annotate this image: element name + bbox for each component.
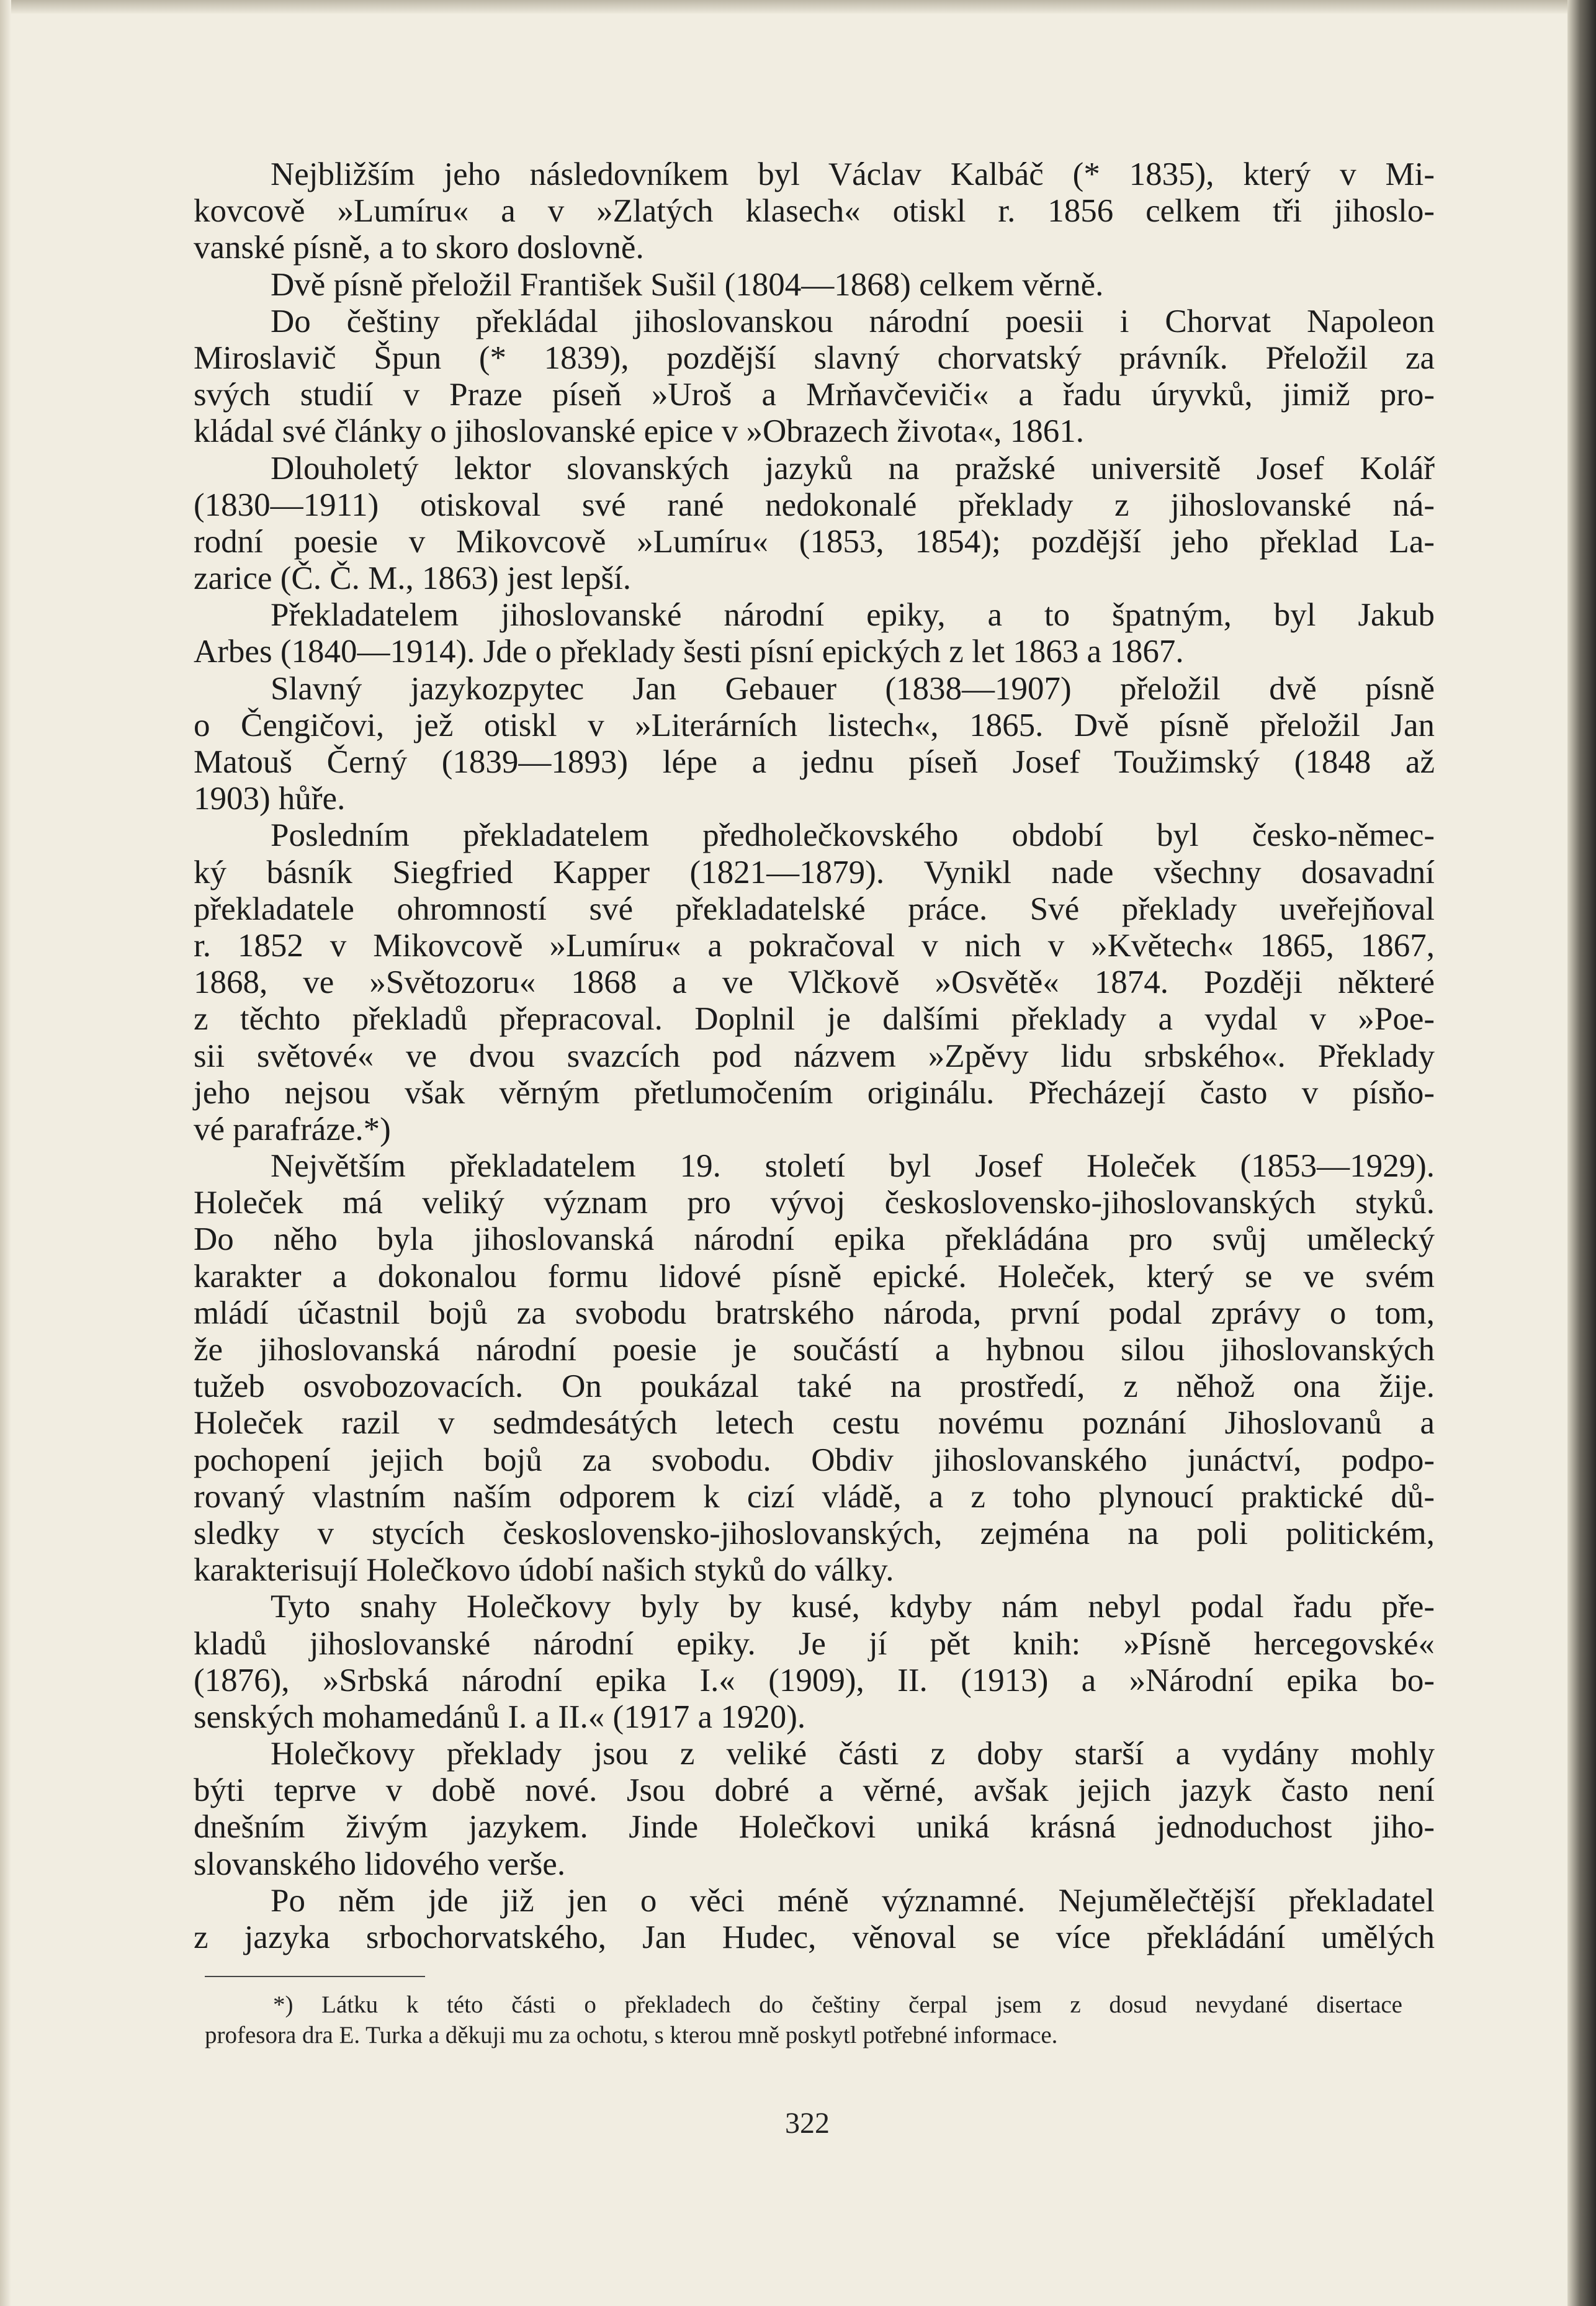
text-line: z jazyka srbochorvatského, Jan Hudec, věnoval se více překládání umělých — [194, 1919, 1435, 1955]
footnote — [205, 1990, 1402, 2050]
text-line: sledky v stycích československo-jihoslovanských, zejména na poli politickém, — [194, 1515, 1435, 1551]
text-line: karakterisují Holečkovo údobí našich styků do války. — [194, 1552, 894, 1589]
text-line: Arbes (1840—1914). Jde o překlady šesti písní epických z let 1863 a 1867. — [194, 634, 1184, 670]
text-line: Holeček má veliký význam pro vývoj československo-jihoslovanských styků. — [194, 1185, 1435, 1221]
text-line: vé parafráze.*) — [194, 1111, 391, 1147]
text-line: Do něho byla jihoslovanská národní epika překládána pro svůj umělecký — [194, 1221, 1435, 1258]
text-line: (1876), »Srbská národní epika I.« (1909), II. (1913) a »Národní epika bo- — [194, 1662, 1435, 1698]
footnote-divider — [205, 1976, 425, 1977]
text-line: o Čengičovi, jež otiskl v »Literárních listech«, 1865. Dvě písně přeložil Jan — [194, 707, 1435, 743]
text-line: překladatele ohromností své překladatelské práce. Své překlady uveřejňoval — [194, 891, 1435, 927]
text-line: Překladatelem jihoslovanské národní epiky, a to špatným, byl Jakub — [271, 597, 1435, 634]
text-line: rovaný vlastním naším odporem k cizí vládě, a z toho plynoucí praktické dů- — [194, 1478, 1435, 1515]
text-line: sii světové« ve dvou svazcích pod názvem »Zpěvy lidu srbského«. Překlady — [194, 1038, 1435, 1074]
text-line: kládal své články o jihoslovanské epice v »Obrazech života«, 1861. — [194, 413, 1084, 450]
text-line: Holeček razil v sedmdesátých letech cestu novému poznání Jihoslovanů a — [194, 1405, 1435, 1442]
text-line: býti teprve v době nové. Jsou dobré a věrné, avšak jejich jazyk často není — [194, 1772, 1435, 1809]
text-line: Matouš Černý (1839—1893) lépe a jednu píseň Josef Toužimský (1848 až — [194, 744, 1435, 780]
text-line: vanské písně, a to skoro doslovně. — [194, 230, 644, 266]
body-text — [194, 156, 1435, 1956]
text-line: pochopení jejich bojů za svobodu. Obdiv jihoslovanského junáctví, podpo- — [194, 1442, 1435, 1478]
text-line: že jihoslovanská národní poesie je součástí a hybnou silou jihoslovanských — [194, 1332, 1435, 1368]
text-line: Dlouholetý lektor slovanských jazyků na pražské universitě Josef Kolář — [271, 450, 1435, 487]
footnote-line: profesora dra E. Turka a děkuji mu za ochotu, s kterou mně poskytl potřebné informace. — [205, 2022, 1058, 2048]
text-line: 1903) hůře. — [194, 781, 346, 817]
text-line: Holečkovy překlady jsou z veliké části z doby starší a vydány mohly — [271, 1736, 1435, 1772]
text-line: Tyto snahy Holečkovy byly by kusé, kdyby nám nebyl podal řadu pře- — [271, 1589, 1435, 1625]
text-line: rodní poesie v Mikovcově »Lumíru« (1853, 1854); pozdější jeho překlad La- — [194, 523, 1435, 560]
text-line: Dvě písně přeložil František Sušil (1804—1868) celkem věrně. — [271, 266, 1104, 303]
text-line: (1830—1911) otiskoval své rané nedokonalé překlady z jihoslovanské ná- — [194, 487, 1435, 523]
text-line: senských mohamedánů I. a II.« (1917 a 1920). — [194, 1698, 806, 1735]
footnote-line: *) Látku k této části o překladech do češtiny čerpal jsem z dosud nevydané disertace — [273, 1991, 1402, 2018]
text-line: Miroslavič Špun (* 1839), pozdější slavný chorvatský právník. Přeložil za — [194, 339, 1435, 376]
text-line: Největším překladatelem 19. století byl Josef Holeček (1853—1929). — [271, 1148, 1435, 1185]
text-line: tužeb osvobozovacích. On poukázal také na prostředí, z něhož ona žije. — [194, 1368, 1435, 1405]
text-line: dnešním živým jazykem. Jinde Holečkovi uniká krásná jednoduchost jiho- — [194, 1809, 1435, 1846]
text-line: jeho nejsou však věrným přetlumočením originálu. Přecházejí často v písňo- — [194, 1074, 1435, 1111]
text-line: kovcově »Lumíru« a v »Zlatých klasech« otiskl r. 1856 celkem tři jihoslo- — [194, 193, 1435, 230]
text-line: Slavný jazykozpytec Jan Gebauer (1838—1907) přeložil dvě písně — [271, 670, 1435, 707]
text-line: svých studií v Praze píseň »Uroš a Mrňavčeviči« a řadu úryvků, jimiž pro- — [194, 377, 1435, 413]
page-number: 322 — [785, 2107, 830, 2140]
text-line: Nejbližším jeho následovníkem byl Václav Kalbáč (* 1835), který v Mi- — [271, 156, 1435, 192]
text-line: karakter a dokonalou formu lidové písně epické. Holeček, který se ve svém — [194, 1258, 1435, 1294]
text-line: Do češtiny překládal jihoslovanskou národní poesii i Chorvat Napoleon — [271, 303, 1435, 339]
text-line: kladů jihoslovanské národní epiky. Je jí pět knih: »Písně hercegovské« — [194, 1625, 1435, 1662]
text-line: ký básník Siegfried Kapper (1821—1879). Vynikl nade všechny dosavadní — [194, 854, 1435, 891]
text-line: z těchto překladů přepracoval. Doplnil je dalšími překlady a vydal v »Poe- — [194, 1001, 1435, 1038]
page-binding-edge — [1567, 0, 1596, 2306]
text-line: zarice (Č. Č. M., 1863) jest lepší. — [194, 560, 632, 597]
text-line: 1868, ve »Světozoru« 1868 a ve Vlčkově »Osvětě« 1874. Později některé — [194, 964, 1435, 1001]
text-line: Po něm jde již jen o věci méně významné. Nejumělečtější překladatel — [271, 1882, 1435, 1919]
text-line: Posledním překladatelem předholečkovského období byl česko-němec- — [271, 817, 1435, 854]
text-line: mládí účastnil bojů za svobodu bratrského národa, první podal zprávy o tom, — [194, 1294, 1435, 1331]
page-left-shadow — [0, 0, 11, 2306]
text-line: r. 1852 v Mikovcově »Lumíru« a pokračoval v nich v »Květech« 1865, 1867, — [194, 927, 1435, 964]
page-top-shadow — [0, 0, 1567, 14]
text-line: slovanského lidového verše. — [194, 1846, 566, 1882]
